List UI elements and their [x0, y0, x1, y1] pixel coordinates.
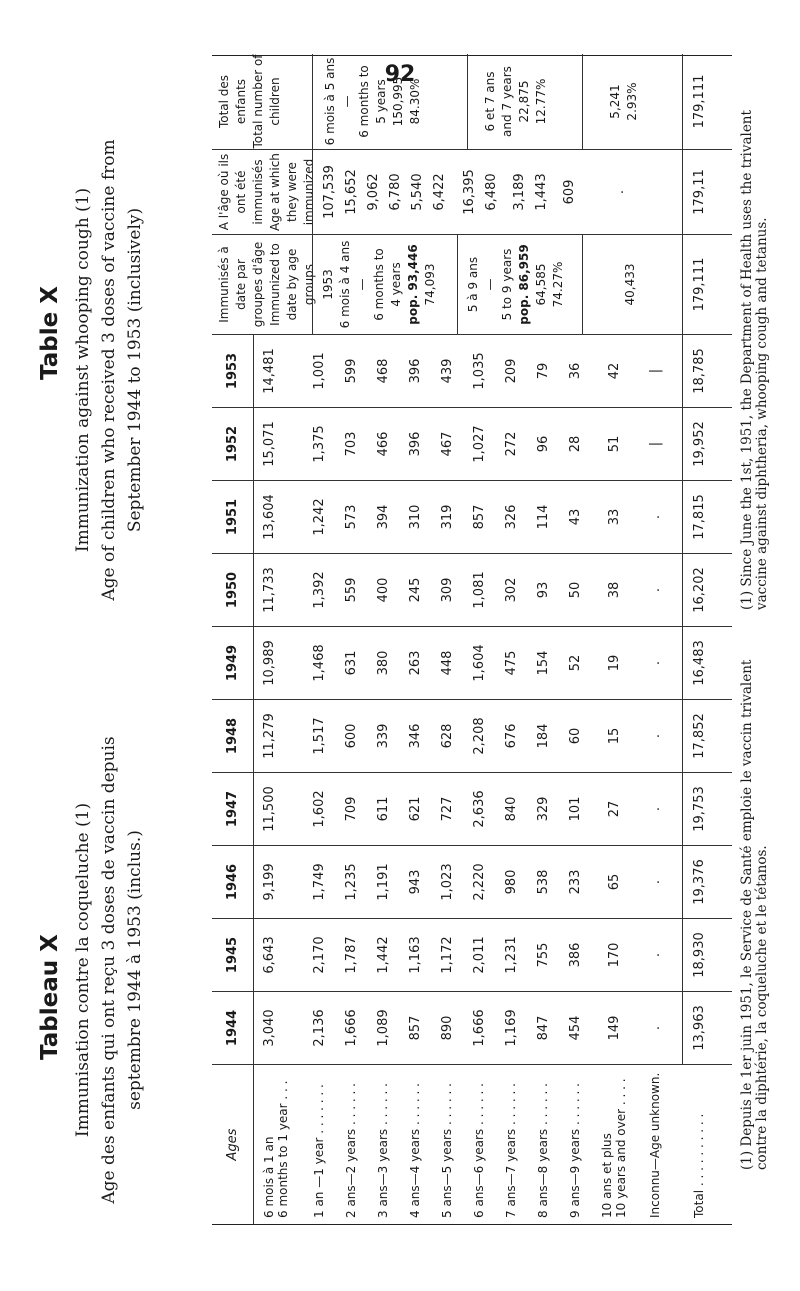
total-group-3: [607, 54, 641, 149]
immunized-g2-line: 5 à 9 ans: [466, 256, 480, 313]
table-cell: 65: [607, 873, 622, 891]
immunized-header-en: Immunized to date by age groups: [268, 243, 316, 326]
immunized-to-date-column: [212, 234, 732, 334]
table-cell: 302: [504, 577, 519, 603]
table-cell: 386: [568, 942, 583, 968]
year-column: [212, 845, 732, 918]
age-at-cell: .: [612, 189, 627, 195]
total-g1-line: 6 months to: [357, 65, 371, 138]
age-label: 6 ans—6 years . . . . . .: [472, 1083, 486, 1218]
table-cell: 1,231: [504, 936, 519, 974]
immunized-g2-line: 5 to 9 years: [500, 248, 514, 321]
table-cell: |: [648, 441, 663, 447]
age-label: 5 ans—5 years . . . . . .: [440, 1083, 454, 1218]
immunized-total: 179,111: [692, 257, 707, 312]
age-at-cell: 1,443: [534, 173, 549, 211]
total-group-1: [322, 54, 424, 149]
age-at-header-en: Age at which they were immunized: [268, 153, 316, 231]
year-total: 19,952: [692, 421, 707, 467]
year-header: 1950: [212, 554, 254, 626]
footnote-en: (1) Since June the 1st, 1951, the Department of Health uses the trivalent vaccine against diphtheria, whooping cough and tetanus.: [739, 110, 770, 610]
immunized-g2-line: 64,585: [534, 263, 548, 306]
table-cell: 857: [472, 504, 487, 530]
table-cell: 15: [607, 727, 622, 745]
year-header: 1951: [212, 481, 254, 553]
table-cell: 857: [408, 1015, 423, 1041]
titles: [15, 50, 145, 1230]
table-cell: 93: [536, 581, 551, 599]
age-at-cell: 5,540: [410, 173, 425, 211]
immunized-header: [216, 235, 318, 334]
age-label: 10 years and over . . . .: [614, 1078, 628, 1218]
age-label: 8 ans—8 years . . . . . .: [536, 1083, 550, 1218]
immunized-group-1: [320, 235, 439, 334]
year-total: 18,785: [692, 348, 707, 394]
immunized-g1-line: pop. 93,446: [406, 244, 420, 325]
table-cell: 2,220: [472, 863, 487, 901]
age-label: 10 ans et plus: [600, 1133, 614, 1218]
immunized-g1-line: 6 months to: [372, 248, 386, 321]
total-children-header: [216, 54, 284, 149]
table-cell: 27: [607, 800, 622, 818]
table-cell: 245: [408, 577, 423, 603]
age-label: 9 ans—9 years . . . . . .: [568, 1083, 582, 1218]
year-header: 1946: [212, 846, 254, 918]
total-group-2: [482, 54, 550, 149]
table-cell: 1,375: [312, 425, 327, 463]
table-cell: 396: [408, 358, 423, 384]
age-at-header-fr: A l'âge où ils ont été immunisés: [217, 153, 265, 231]
age-at-cell: 3,189: [512, 173, 527, 211]
immunized-g1-line: 1953: [321, 269, 335, 300]
year-column: [212, 991, 732, 1064]
table-cell: 339: [376, 723, 391, 749]
age-at-total: 179,11: [692, 169, 707, 215]
table-cell: 52: [568, 654, 583, 672]
immunized-g2-line: pop. 86,959: [517, 244, 531, 325]
total-g1-line: 6 mois à 5 ans: [323, 57, 337, 146]
table-cell: 467: [440, 431, 455, 457]
year-total: 17,815: [692, 494, 707, 540]
table-cell: 611: [376, 796, 391, 822]
subtitle-fr-line-2: Age des enfants qui ont reçu 3 doses de vaccin depuis: [99, 736, 119, 1204]
year-column: [212, 918, 732, 991]
table-cell: 468: [376, 358, 391, 384]
year-total: 13,963: [692, 1005, 707, 1051]
table-cell: 209: [504, 358, 519, 384]
table-cell: 11,733: [262, 567, 277, 613]
table-cell: 154: [536, 650, 551, 676]
table-cell: 628: [440, 723, 455, 749]
subtitle-fr-line-1: Immunisation contre la coqueluche (1): [73, 802, 93, 1138]
table-cell: 170: [607, 942, 622, 968]
subtitle-en-line-3: September 1944 to 1953 (inclusively): [125, 207, 145, 533]
table-cell: 1,169: [504, 1009, 519, 1047]
table-cell: 149: [607, 1015, 622, 1041]
table-cell: 1,027: [472, 425, 487, 463]
age-label-total: Total . . . . . . . . . .: [692, 1113, 706, 1218]
age-at-cell: 6,480: [484, 173, 499, 211]
table-cell: .: [648, 806, 663, 812]
table-cell: 96: [536, 435, 551, 453]
subtitle-fr-line-3: septembre 1944 à 1953 (inclus.): [125, 830, 145, 1110]
table-cell: 15,071: [262, 421, 277, 467]
total-g2-line: 22,875: [517, 80, 531, 123]
table-cell: 600: [344, 723, 359, 749]
table-cell: 14,481: [262, 348, 277, 394]
age-at-cell: 6,422: [432, 173, 447, 211]
total-g2-line: and 7 years: [500, 66, 514, 137]
year-total: 17,852: [692, 713, 707, 759]
year-column: [212, 407, 732, 480]
total-children-header-en: Total number of children: [251, 54, 282, 149]
table-cell: 10,989: [262, 640, 277, 686]
table-cell: 1,023: [440, 863, 455, 901]
age-label: Inconnu—Age unknown.: [648, 1072, 662, 1218]
immunized-g2-line: —: [483, 278, 497, 291]
total-g1-line: 150,995: [391, 76, 405, 127]
table-cell: 1,191: [376, 863, 391, 901]
age-at-cell: 15,652: [344, 169, 359, 215]
table-cell: .: [648, 879, 663, 885]
table-cell: 263: [408, 650, 423, 676]
table-cell: 38: [607, 581, 622, 599]
table-cell: 1,787: [344, 936, 359, 974]
total-g1-line: —: [340, 95, 354, 108]
year-header: 1952: [212, 408, 254, 480]
table-cell: 233: [568, 869, 583, 895]
table-cell: 33: [607, 508, 622, 526]
table-cell: 980: [504, 869, 519, 895]
table-cell: 3,040: [262, 1009, 277, 1047]
immunized-group-3: [622, 235, 639, 334]
year-total: 19,376: [692, 859, 707, 905]
table-cell: 599: [344, 358, 359, 384]
year-header: 1944: [212, 992, 254, 1064]
subtitle-en-line-1: Immunization against whooping cough (1): [73, 187, 93, 553]
immunized-g1-line: 4 years: [389, 262, 403, 307]
age-label: 4 ans—4 years . . . . . .: [408, 1083, 422, 1218]
year-header: 1949: [212, 627, 254, 699]
table-cell: 1,163: [408, 936, 423, 974]
total-children-header-fr: Total des enfants: [217, 74, 248, 129]
table-cell: 380: [376, 650, 391, 676]
age-at-cell: 9,062: [366, 173, 381, 211]
table-cell: .: [648, 1025, 663, 1031]
table-cell: 840: [504, 796, 519, 822]
immunized-g1-line: 6 mois à 4 ans: [338, 240, 352, 329]
age-at-cell: 6,780: [388, 173, 403, 211]
footnote-fr: (1) Depuis le 1er juin 1951, le Service de Santé emploie le vaccin trivalent contre la diphtérie, la coqueluche et le tétanos.: [739, 659, 770, 1170]
page-number: 92: [384, 62, 416, 87]
footnotes: [740, 60, 785, 1170]
table-cell: .: [648, 733, 663, 739]
year-header: 1953: [212, 335, 254, 407]
table-title-en: Table X: [37, 286, 63, 380]
ages-header: Ages: [212, 1065, 254, 1224]
data-table: [212, 55, 732, 1225]
table-cell: 114: [536, 504, 551, 530]
age-at-header: [216, 150, 318, 234]
table-cell: 346: [408, 723, 423, 749]
table-cell: .: [648, 514, 663, 520]
table-cell: 2,636: [472, 790, 487, 828]
immunized-header-fr: Immunisés à date par groupes d'âge: [217, 241, 265, 328]
table-cell: 13,604: [262, 494, 277, 540]
table-cell: 439: [440, 358, 455, 384]
table-cell: 6,643: [262, 936, 277, 974]
table-cell: 272: [504, 431, 519, 457]
year-header: 1945: [212, 919, 254, 991]
table-cell: 1,089: [376, 1009, 391, 1047]
table-cell: 42: [607, 362, 622, 380]
subtitle-fr: [70, 710, 148, 1230]
year-total: 16,202: [692, 567, 707, 613]
year-column: [212, 334, 732, 407]
table-cell: 466: [376, 431, 391, 457]
table-cell: 727: [440, 796, 455, 822]
table-cell: .: [648, 952, 663, 958]
table-cell: 559: [344, 577, 359, 603]
table-cell: 2,170: [312, 936, 327, 974]
table-cell: 1,602: [312, 790, 327, 828]
table-cell: 43: [568, 508, 583, 526]
table-cell: 538: [536, 869, 551, 895]
table-cell: 310: [408, 504, 423, 530]
total-g1-line: 5 years: [374, 79, 388, 124]
year-total: 18,930: [692, 932, 707, 978]
table-cell: 1,081: [472, 571, 487, 609]
total-g2-line: 6 et 7 ans: [483, 71, 497, 132]
year-total: 19,753: [692, 786, 707, 832]
age-label: 1 an —1 year . . . . . . .: [312, 1084, 326, 1218]
immunized-g1-line: —: [355, 278, 369, 291]
table-cell: 51: [607, 435, 622, 453]
immunized-g1-line: 74,093: [423, 263, 437, 306]
grand-total: 179,111: [692, 74, 707, 129]
table-cell: 36: [568, 362, 583, 380]
table-cell: 1,172: [440, 936, 455, 974]
age-at-cell: 16,395: [462, 169, 477, 215]
table-cell: 1,242: [312, 498, 327, 536]
table-cell: .: [648, 587, 663, 593]
table-cell: 448: [440, 650, 455, 676]
age-label: 7 ans—7 years . . . . . .: [504, 1083, 518, 1218]
year-header: 1947: [212, 773, 254, 845]
table-cell: 2,136: [312, 1009, 327, 1047]
table-cell: 79: [536, 362, 551, 380]
age-label: 6 mois à 1 an: [262, 1136, 276, 1218]
age-label: 6 months to 1 year . . .: [276, 1080, 290, 1218]
table-cell: 11,500: [262, 786, 277, 832]
table-cell: 703: [344, 431, 359, 457]
table-title-fr: Tableau X: [37, 934, 63, 1060]
table-cell: 394: [376, 504, 391, 530]
rotated-table-sheet: [15, 50, 785, 1230]
table-cell: 1,468: [312, 644, 327, 682]
table-cell: 1,666: [344, 1009, 359, 1047]
table-cell: 101: [568, 796, 583, 822]
table-cell: 11,279: [262, 713, 277, 759]
table-cell: 1,442: [376, 936, 391, 974]
table-cell: 60: [568, 727, 583, 745]
table-cell: 943: [408, 869, 423, 895]
age-label: 3 ans—3 years . . . . . .: [376, 1083, 390, 1218]
table-cell: 631: [344, 650, 359, 676]
table-cell: 1,604: [472, 644, 487, 682]
total-g2-line: 12.77%: [534, 78, 548, 125]
table-cell: 475: [504, 650, 519, 676]
total-g3-line: 5,241: [608, 84, 622, 119]
table-cell: 329: [536, 796, 551, 822]
table-cell: 9,199: [262, 863, 277, 901]
table-cell: .: [648, 660, 663, 666]
age-at-cell: 107,539: [322, 165, 337, 219]
year-column: [212, 480, 732, 553]
table-cell: 19: [607, 654, 622, 672]
table-cell: 709: [344, 796, 359, 822]
table-cell: 2,011: [472, 936, 487, 974]
immunized-g2-line: 74.27%: [551, 261, 565, 308]
table-cell: 1,035: [472, 352, 487, 390]
table-cell: 1,517: [312, 717, 327, 755]
table-cell: 454: [568, 1015, 583, 1041]
year-column: [212, 699, 732, 772]
table-cell: 1,666: [472, 1009, 487, 1047]
table-cell: 50: [568, 581, 583, 599]
age-label: 2 ans—2 years . . . . . .: [344, 1083, 358, 1218]
table-cell: 621: [408, 796, 423, 822]
total-g1-line: 84.30%: [408, 78, 422, 125]
ages-column: [212, 1064, 732, 1224]
table-cell: 1,235: [344, 863, 359, 901]
table-cell: 309: [440, 577, 455, 603]
subtitle-en: [70, 110, 148, 630]
year-total: 16,483: [692, 640, 707, 686]
year-column: [212, 626, 732, 699]
table-cell: 2,208: [472, 717, 487, 755]
table-cell: 847: [536, 1015, 551, 1041]
immunized-g3-line: 40,433: [623, 263, 637, 306]
table-cell: 573: [344, 504, 359, 530]
immunized-group-2: [465, 235, 567, 334]
year-column: [212, 772, 732, 845]
table-cell: 1,392: [312, 571, 327, 609]
table-cell: |: [648, 368, 663, 374]
table-cell: 755: [536, 942, 551, 968]
total-children-column: [212, 54, 732, 149]
table-cell: 326: [504, 504, 519, 530]
subtitle-en-line-2: Age of children who received 3 doses of vaccine from: [99, 139, 119, 601]
total-g3-line: 2.93%: [625, 82, 639, 121]
table-cell: 400: [376, 577, 391, 603]
table-cell: 28: [568, 435, 583, 453]
table-cell: 396: [408, 431, 423, 457]
year-column: [212, 553, 732, 626]
table-cell: 890: [440, 1015, 455, 1041]
table-cell: 1,001: [312, 352, 327, 390]
year-header: 1948: [212, 700, 254, 772]
table-cell: 676: [504, 723, 519, 749]
table-cell: 319: [440, 504, 455, 530]
table-cell: 1,749: [312, 863, 327, 901]
age-at-immunization-column: [212, 149, 732, 234]
table-cell: 184: [536, 723, 551, 749]
age-at-cell: 609: [562, 179, 577, 205]
